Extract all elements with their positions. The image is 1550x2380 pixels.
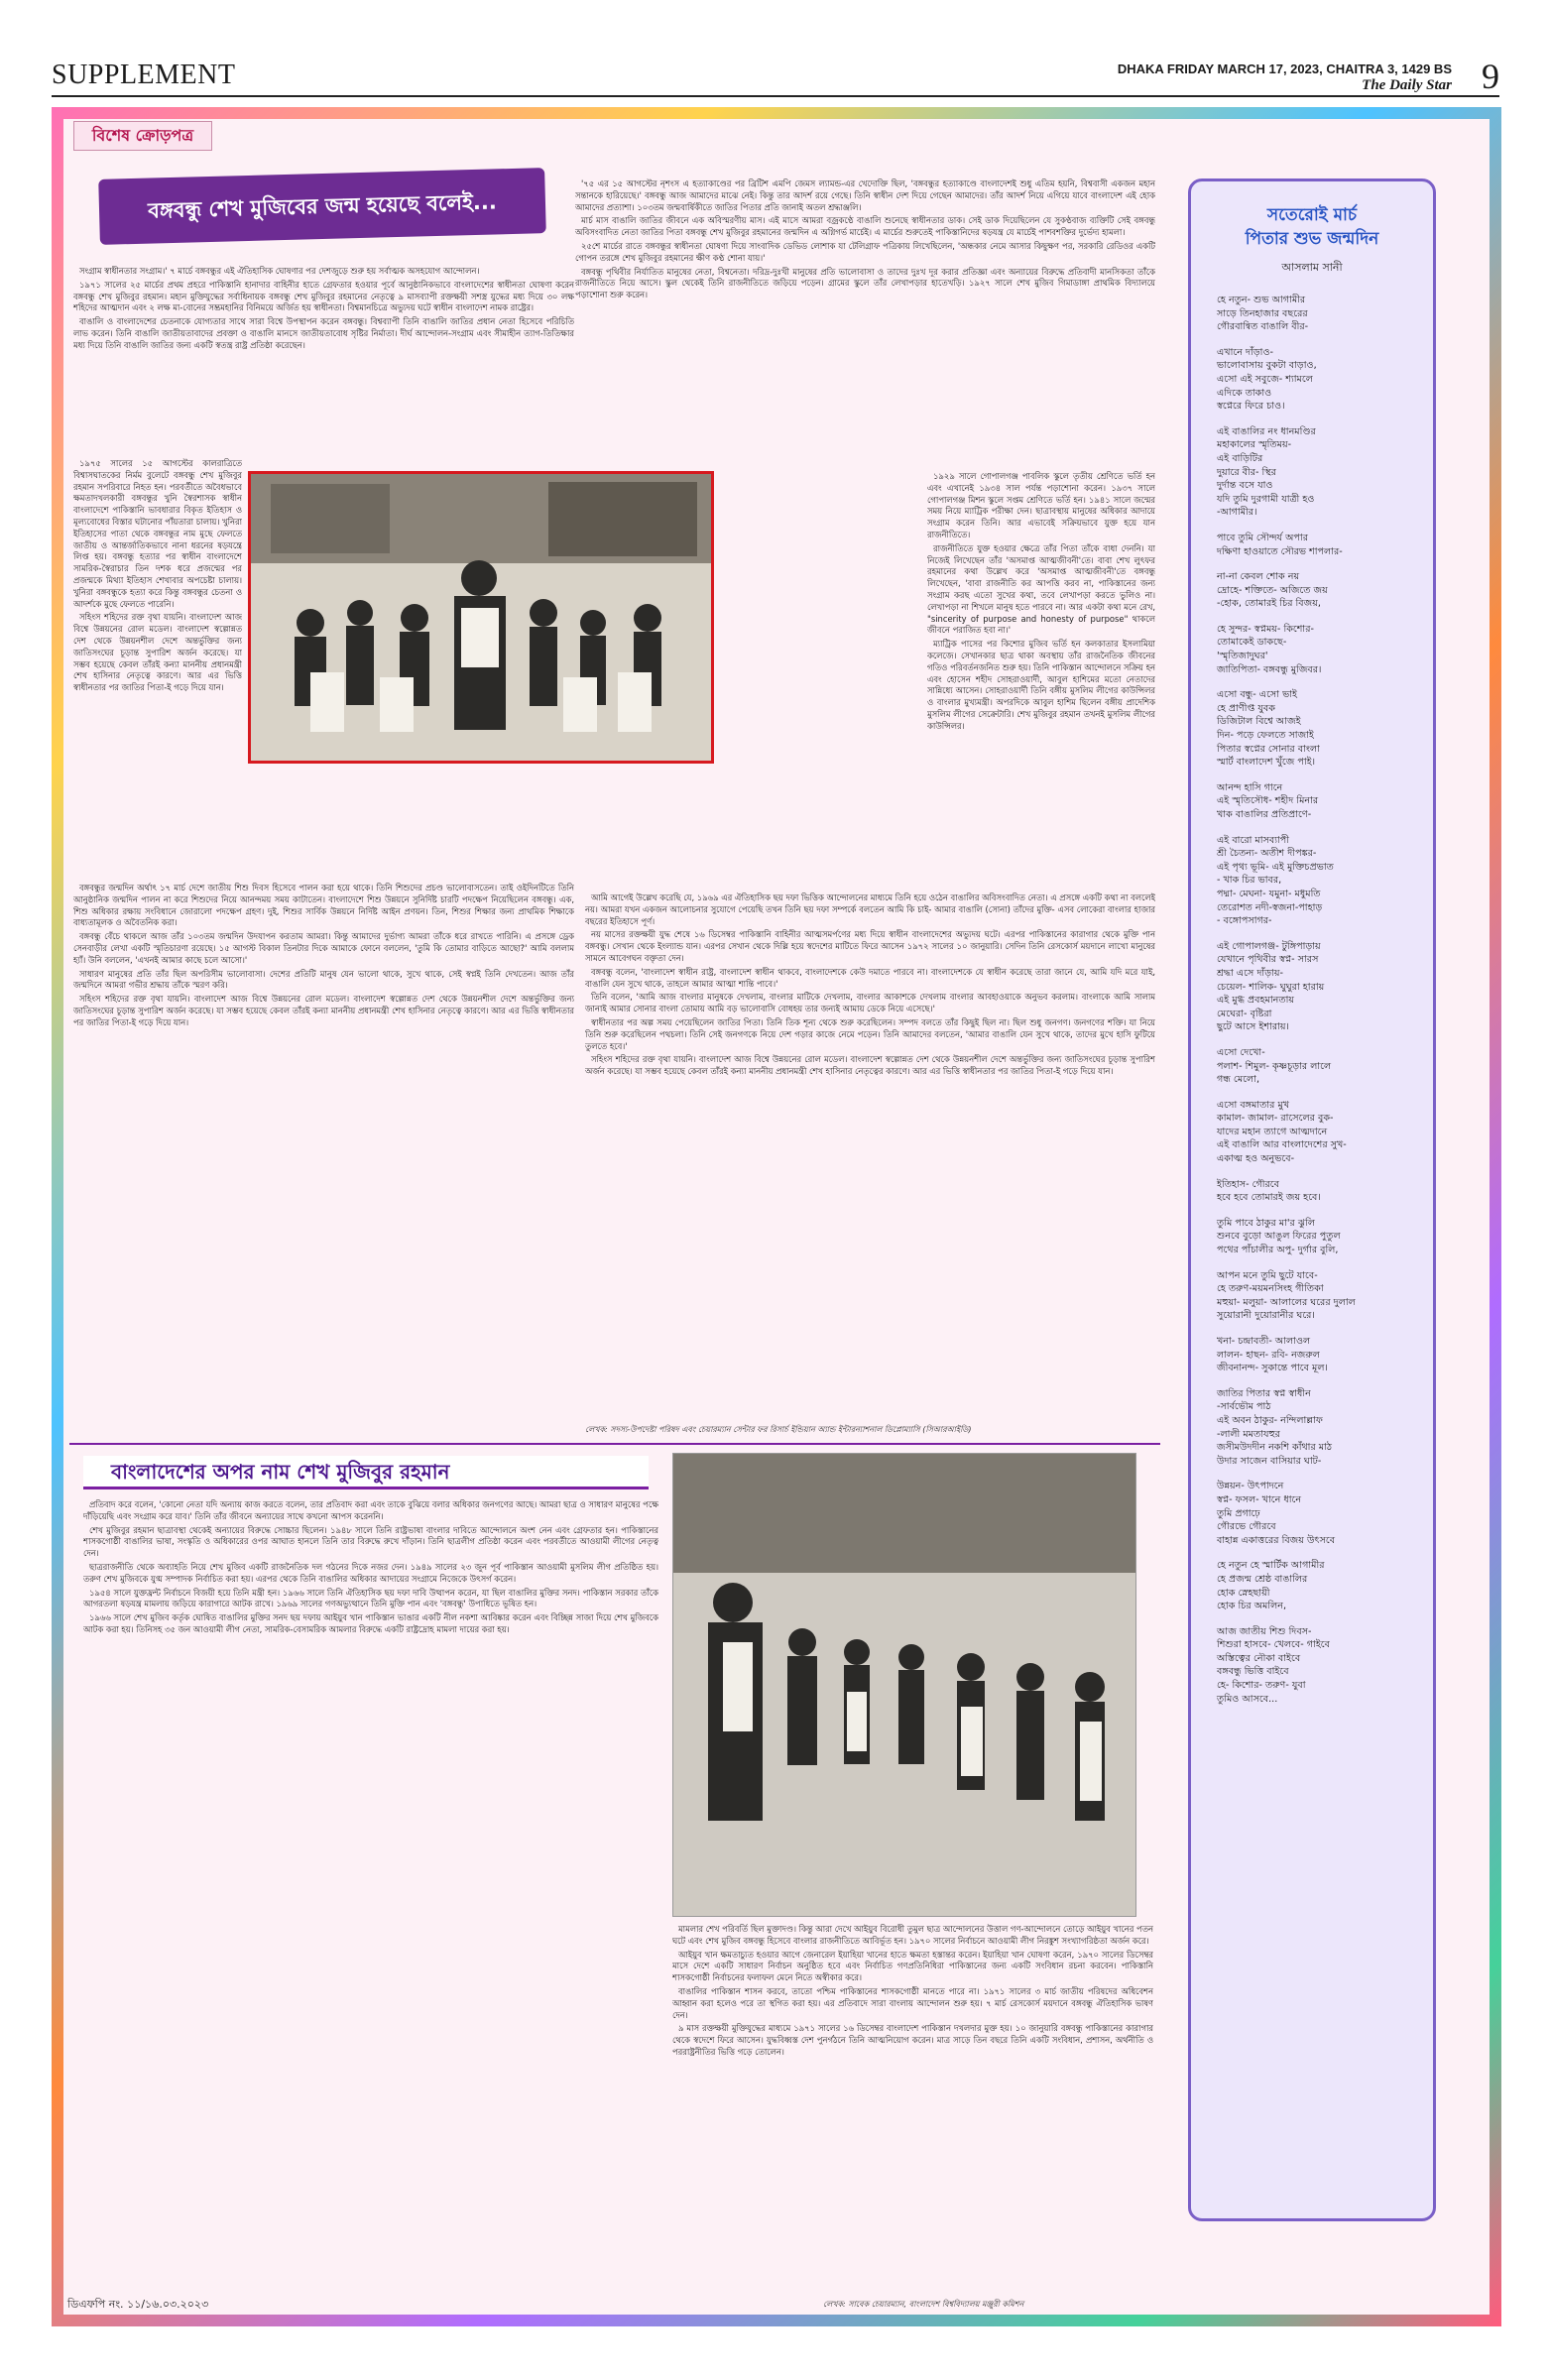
article1-paragraph: বাঙালি ও বাংলাদেশের চেতনাকে যোগ্যতার সাথে সারা বিশ্বে উপস্থাপন করেন বঙ্গবন্ধু। বিশ্বব্যাপী তিনি বাঙালি জাতির প্রধান নেতা হিসেবে পরিচিতি লাভ করেন। তিনি বাঙালি জাতীয়তাবাদের প্রবক্তা ও বাঙালি মানসে জাতীয়তাবোধ সৃষ্টির নির্মাতা। দীর্ঘ আন্দোলন-সংগ্রাম এবং সীমাহীন ত্যাগ-তিতিক্ষার মধ্য দিয়ে তিনি বাঙালি জাতির জন্য একটি স্বতন্ত্র রাষ্ট্র প্রতিষ্ঠা করেছেন।	[73, 316, 574, 350]
article1-paragraph: সাধারণ মানুষের প্রতি তাঁর ছিল অপরিসীম ভালোবাসা। দেশের প্রতিটি মানুষ যেন ভালো থাকে, সুখে থাকে, সেই স্বপ্নই তিনি দেখতেন। আজ তাঁর জন্মদিনে আমরা গভীর শ্রদ্ধায় তাঁকে স্মরণ করি।	[73, 968, 574, 991]
poem-stanza: খনা- চন্দ্রাবতী- আলাওল লালন- হাছন- রবি- নজরুল জীবনানন্দ- সুকান্তে পাবে মূল।	[1217, 1336, 1328, 1374]
photo2-illustration	[673, 1454, 1135, 1916]
article2-credit: লেখক: সাবেক চেয়ারম্যান, বাংলাদেশ বিশ্ববিদ্যালয় মঞ্জুরী কমিশন	[823, 2300, 1024, 2309]
poem-stanzas	[1191, 294, 1433, 1706]
dfp-number: ডিএফপি নং. ১১/১৬.০৩.২০২৩	[67, 2298, 209, 2311]
poem-stanza: এই গোপালগঞ্জ- টুঙ্গিপাড়ায় যেখানে পৃথিবীর স্বপ্ন- সারস শ্রদ্ধা এসে দাঁড়ায়- চেয়েল- শালিক- ঘুঘুরা হারায় এই মুগ্ধ প্রবহমানতায় মেঘেরা- বৃষ্টিরা ছুটে আসে ইশারায়।	[1217, 940, 1325, 1033]
article1-paragraph: ১৯২৯ সালে গোপালগঞ্জ পাবলিক স্কুলে তৃতীয় শ্রেণিতে ভর্তি হন এবং এখানেই ১৯৩৪ সাল পর্যন্ত পড়াশোনা করেন। ১৯৩৭ সালে গোপালগঞ্জ মিশন স্কুলে সপ্তম শ্রেণিতে ভর্তি হন। ১৯৪১ সালে জন্মের সময় নিয়ে ম্যাট্রিক পরীক্ষা দেন। ছাত্রাবস্থায় মানুষের অধিকার আদায়ে সংগ্রাম করেন তিনি। আর এভাবেই সক্রিয়ভাবে যুক্ত হয়ে যান রাজনীতিতে।	[927, 471, 1155, 539]
page-header	[52, 58, 1499, 97]
article1-paragraph: তিনি বলেন, 'আমি আজ বাংলার মানুষকে দেখলাম, বাংলার মাটিকে দেখলাম, বাংলার আকাশকে দেখলাম বাংলার আবহাওয়াকে অনুভব করলাম। বাংলাকে আমি সালাম জানাই আমার সোনার বাংলা তোমায় আমি বড় ভালোবাসি বোধহয় তার জন্যই আমায় ডেকে নিয়ে এসেছে।'	[585, 992, 1155, 1014]
article1-paragraph: ১৯৭১ সালের ২৫ মার্চের প্রথম প্রহরে পাকিস্তানি হানাদার বাহিনীর হাতে গ্রেফতার হওয়ার পূর্বে আনুষ্ঠানিকভাবে বাংলাদেশের স্বাধীনতা ঘোষণা করেন বঙ্গবন্ধু শেখ মুজিবুর রহমান। মহান মুক্তিযুদ্ধের সর্বাধিনায়ক বঙ্গবন্ধু শেখ মুজিবুর রহমানের নেতৃত্বে ৯ মাসব্যাপী রক্তক্ষয়ী সশস্ত্র যুদ্ধের মধ্য দিয়ে ৩০ লক্ষ শহিদের আত্মদান এবং ২ লক্ষ মা-বোনের সম্ভ্রমহানির বিনিময়ে অর্জিত হয় স্বাধীনতা। বিশ্বমানচিত্রে অভ্যুদয় ঘটে স্বাধীন বাংলাদেশ নামক রাষ্ট্রের।	[73, 279, 574, 313]
article1-paragraph: বঙ্গবন্ধু পৃথিবীর নির্যাতিত মানুষের নেতা, বিশ্বনেতা। দরিদ্র-দুঃখী মানুষের প্রতি ভালোবাসা ও তাদের দুঃখ দূর করার প্রতিজ্ঞা এবং অন্যায়ের বিরুদ্ধে প্রতিবাদী মানসিকতা তাঁকে রাজনীতিতে নিয়ে আসে। স্কুল থেকেই তিনি রাজনীতিতে জড়িয়ে পড়েন। গ্রামের স্কুলে তাঁর লেখাপড়ার হাতেখড়ি। ১৯২৭ সালে শেখ মুজিব গিমাডাঙ্গা প্রাথমিক বিদ্যালয়ে পড়াশোনা শুরু করেন।	[575, 266, 1155, 300]
article1-paragraph: স্বাধীনতার পর অল্প সময় পেয়েছিলেন জাতির পিতা। তিনি তিক শূন্য থেকে শুরু করেছিলেন। সম্পদ বলতে তাঁর কিছুই ছিল না। ছিল শুধু জনগণ। জনগণের শক্তি। যা নিয়ে তিনি শুরু করেছিলেন পথচলা। তিনি সেই জনগণকে নিয়ে দেশ গড়ার কাজে নেমে পড়েন। তিনি আমাদের বলতেন, 'আমার বাঙালি যেন সুখে থাকে, তাদের মুখে হাসি ফুটিয়ে তুলতে হবে।'	[585, 1016, 1155, 1051]
poem-stanza: তুমি পাবে ঠাকুর মা'র ঝুলি শুনবে বুড়ো আঙুল ফিরের পুতুল পথের পাঁচালীর অপু- দুর্গার বুলি,	[1217, 1217, 1341, 1256]
article2-headline: বাংলাদেশের অপর নাম শেখ মুজিবুর রহমান	[111, 1460, 450, 1484]
article1-paragraph: নয় মাসের রক্তক্ষয়ী যুদ্ধ শেষে ১৬ ডিসেম্বর পাকিস্তানি বাহিনীর আত্মসমর্পণের মধ্য দিয়ে স্বাধীন বাংলাদেশের অভ্যুদয় ঘটে। এরপর পাকিস্তানের কারাগার থেকে মুক্তি পান বঙ্গবন্ধু। সেখান থেকে ইংল্যান্ড যান। এরপর সেখান থেকে দিল্লি হয়ে স্বদেশের মাটিতে ফিরে আসেন ১৯৭২ সালের ১০ জানুয়ারি। সেদিন তিনি রেসকোর্স ময়দানে লাখো মানুষের সামনে আবেগঘন বক্তৃতা দেন।	[585, 929, 1155, 963]
poem-title-line-1: সতেরোই মার্চ	[1266, 205, 1358, 225]
poem-author: আসলাম সানী	[1281, 261, 1343, 274]
article2-paragraph: ছাত্ররাজনীতি থেকে অব্যাহতি নিয়ে শেখ মুজিব একটি রাজনৈতিক দল গঠনের দিকে নজর দেন। ১৯৪৯ সালের ২৩ জুন পূর্ব পাকিস্তান আওয়ামী মুসলিম লীগ প্রতিষ্ঠিত হয়। তরুণ শেখ মুজিবকে যুগ্ম সম্পাদক নির্বাচিত করা হয়। এরপর থেকে তিনি বাঙালির অধিকার আদায়ের সংগ্রামে নিজেকে উৎসর্গ করেন।	[83, 1561, 658, 1584]
section-name: SUPPLEMENT	[52, 60, 236, 90]
article1-paragraph: ১৯৭৫ সালের ১৫ আগস্টের কালরাত্রিতে বিশ্বাসঘাতকের নির্মম বুলেটে বঙ্গবন্ধু শেখ মুজিবুর রহমান সপরিবারে নিহত হন। পরবর্তীতে অবৈধভাবে ক্ষমতাদখলকারী বঙ্গবন্ধুর খুনি স্বৈরশাসক স্বাধীন বাংলাদেশে পাকিস্তানি ভাবধারার বিকৃত ইতিহাস ও মূল্যবোধের বিস্তার ঘটানোর পাঁয়তারা চালায়। খুনিরা ইতিহাসের পাতা থেকে বঙ্গবন্ধুর নাম মুছে ফেলতে জাতীয় ও আন্তর্জাতিকভাবে নানা ধরনের ষড়যন্ত্রে লিপ্ত হয়। বঙ্গবন্ধু হত্যার পর স্বাধীন বাংলাদেশে সামরিক-স্বৈরাচার তিন দশক ধরে প্রজন্মের পর প্রজন্মকে মিথ্যা ইতিহাস শেখাবার অপচেষ্টা চালায়। খুনিরা বঙ্গবন্ধুকে হত্যা করে কিন্তু বঙ্গবন্ধুর চেতনা ও আদর্শকে মুছে ফেলতে পারেনি।	[73, 458, 242, 609]
article1-paragraph: সহিংস শহিদের রক্ত বৃথা যায়নি। বাংলাদেশ আজ বিশ্বে উন্নয়নের রোল মডেল। বাংলাদেশ স্বল্পোন্নত দেশ থেকে উন্নয়নশীল দেশে অন্তর্ভুক্তির জন্য জাতিসংঘের চূড়ান্ত সুপারিশ অর্জন করেছে। যা সম্ভব হয়েছে কেবল তাঁরই কন্যা মাননীয় প্রধানমন্ত্রী শেখ হাসিনার নেতৃত্বের কারণে। আর এর ভিত্তি স্বাধীনতার পর জাতির পিতা-ই গড়ে দিয়ে যান।	[585, 1054, 1155, 1077]
poem-stanza: এসো বঙ্গমাতার মুখ কামাল- জামাল- রাসেলের বুক- যাদের মহান ত্যাগে আত্মদানে এই বাঙালি আর বাংলাদেশের সুখ- একাত্ম হও অনুভবে-	[1217, 1099, 1347, 1165]
article1-headline: বঙ্গবন্ধু শেখ মুজিবের জন্ম হয়েছে বলেই...	[147, 189, 498, 223]
poem-stanza: এসো বন্ধু- এসো ভাই হে প্রাণীপ্ত যুবক ডিজিটাল বিশ্বে আজই দিন- পড়ে ফেলতে সাজাই পিতার স্বপ্নের সোনার বাংলা স্মার্ট বাংলাদেশ খুঁজে পাই।	[1217, 689, 1320, 769]
article1-paragraph: বঙ্গবন্ধু বলেন, 'বাংলাদেশ স্বাধীন রাষ্ট্র, বাংলাদেশ স্বাধীন থাকবে, বাংলাদেশকে কেউ দমাতে পারবে না। বাংলাদেশকে যে স্বাধীন করেছে তারা জানে যে, আমি যদি মরে যাই, বাঙালি যেন সুখে থাকে, তাহলে আমার আত্মা শান্তি পাবে।'	[585, 966, 1155, 989]
article1-paragraph: মার্চ মাস বাঙালি জাতির জীবনে এক অবিস্মরণীয় মাস। এই মাসে আমরা বজ্রকণ্ঠে বাঙালি শুনেছে স্বাধীনতার ডাক। সেই ডাক দিয়েছিলেন যে সুকণ্ঠবাজ ব্যক্তিটি সেই বঙ্গবন্ধু অবিসংবাদিত নেতা জাতির পিতা বঙ্গবন্ধু শেখ মুজিবুর রহমানের জন্মদিন এ অগ্নিগর্ভ মার্চেই। এ মার্চের শুরুতেই পাকিস্তানিদের ষড়যন্ত্র যে মার্চেই পাশবশক্তির দুর্ভেদ্য হামলা।	[575, 215, 1155, 238]
article1-paragraph: সহিংস শহিদের রক্ত বৃথা যায়নি। বাংলাদেশ আজ বিশ্বে উন্নয়নের রোল মডেল। বাংলাদেশ স্বল্পোন্নত দেশ থেকে উন্নয়নশীল দেশে অন্তর্ভুক্তির জন্য জাতিসংঘের চূড়ান্ত সুপারিশ অর্জন করেছে। যা সম্ভব হয়েছে কেবল তাঁরই কন্যা মাননীয় প্রধানমন্ত্রী শেখ হাসিনার নেতৃত্বে কারণে। আর এর ভিত্তি স্বাধীনতার পর জাতির পিতা-ই গড়ে দিয়ে যান।	[73, 612, 242, 693]
poem-stanza: আপন মনে তুমি ছুটে যাবে- হে তরুণ-ময়মনসিংহ গীতিকা মহুয়া- মলুয়া- আলালের ঘরের দুলাল সুয়োরানী দুয়োরানীর ঘরে।	[1217, 1269, 1356, 1322]
article1-paragraph: '৭৫ এর ১৫ আগস্টের নৃশংস এ হত্যাকাণ্ডের পর ব্রিটিশ এমপি জেমস ল্যামন্ড-এর খেদোক্তি ছিল, 'বঙ্গবন্ধুর হত্যাকাণ্ডে বাংলাদেশই শুধু এতিম হয়নি, বিশ্ববাসী একজন মহান সন্তানকে হারিয়েছে।' বঙ্গবন্ধু আজ আমাদের মাঝে নেই। কিন্তু তার আদর্শ রয়ে গেছে। তিনি স্বাধীন দেশ দিয়ে গেছেন আমাদের। তাঁর আদর্শ নিয়ে এগিয়ে যাবে বাংলাদেশ এই হোক আমাদের প্রত্যাশা। ১০৩তম জন্মবার্ষিকীতে জাতির পিতার প্রতি জানাই অতল শ্রদ্ধাঞ্জলি।	[575, 178, 1155, 212]
article1-column-1-bottom	[73, 883, 574, 1433]
article2-paragraph: ১৯৫৪ সালে যুক্তফ্রন্ট নির্বাচনে বিজয়ী হয়ে তিনি মন্ত্রী হন। ১৯৬৬ সালে তিনি ঐতিহাসিক ছয় দফা দাবি উত্থাপন করেন, যা ছিল বাঙালির মুক্তির সনদ। পাকিস্তান সরকার তাঁকে আগরতলা ষড়যন্ত্র মামলায় জড়িয়ে কারাগারে আটক রাখে। ১৯৬৯ সালের গণঅভ্যুত্থানে তিনি মুক্তি পান এবং 'বঙ্গবন্ধু' উপাধিতে ভূষিত হন।	[83, 1587, 658, 1609]
article1-paragraph: ২৫শে মার্চের রাতে বঙ্গবন্ধুর স্বাধীনতা ঘোষণা দিয়ে সাংবাদিক ডেভিড লোশাক যা টেলিগ্রাফ পত্রিকায় লিখেছিলেন, 'অন্ধকার নেমে আসার কিছুক্ষণ পর, সরকারি রেডিওর একটি গোপন তরঙ্গে শেখ মুজিবুর রহমানের ক্ষীণ কণ্ঠ শোনা যায়।'	[575, 240, 1155, 263]
article2-paragraph: ১৯৬৬ সালে শেখ মুজিব কর্তৃক ঘোষিত বাঙালির মুক্তির সনদ ছয় দফায় আইয়ুব খান পাকিস্তান ভাঙার একটি নীল নকশা আবিষ্কার করেন এবং বিচ্ছিন্ন সাজা দিয়ে শেখ মুজিবকে আটক করা হয়। তিনিসহ ৩৫ জন আওয়ামী লীগ নেতা, সামরিক-বেসামরিক আমলার বিরুদ্ধে একটি রাষ্ট্রদ্রোহ মামলা দায়ের করা হয়।	[83, 1612, 658, 1634]
bangabandhu-with-children-photo	[248, 471, 714, 764]
article2-paragraph: ৯ মাস রক্তক্ষয়ী মুক্তিযুদ্ধের মাধ্যমে ১৯৭১ সালের ১৬ ডিসেম্বর বাংলাদেশ পাকিস্তান দখলদার মুক্ত হয়। ১০ জানুয়ারি বঙ্গবন্ধু পাকিস্তানের কারাগার থেকে স্বদেশে ফিরে আসেন। যুদ্ধবিধ্বস্ত দেশ পুনর্গঠনে তিনি আত্মনিয়োগ করেন। মাত্র সাড়ে তিন বছরে তিনি একটি সংবিধান, প্রশাসন, অর্থনীতি ও পররাষ্ট্রনীতির ভিত্তি গড়ে তোলেন।	[672, 2023, 1153, 2057]
article1-column-2-narrow	[927, 471, 1155, 888]
article1-paragraph: বঙ্গবন্ধুর জন্মদিন অর্থাৎ ১৭ মার্চ দেশে জাতীয় শিশু দিবস হিসেবে পালন করা হয়ে থাকে। তিনি শিশুদের প্রচণ্ড ভালোবাসতেন। তাই ওইদিনটিতে তিনি আনুষ্ঠানিক জন্মদিন পালন না করে শিশুদের নিয়ে আনন্দময় সময় কাটাতেন। বাংলাদেশে শিশু উন্নয়নে সুনির্দিষ্ট চারটি পদক্ষেপ নিয়েছিলেন বঙ্গবন্ধু। এক, শিশু অধিকার রক্ষায় সংবিধানে জোরালো পদক্ষেপ গ্রহণ। দুই, শিশুর সার্বিক উন্নয়নে নির্দিষ্ট আইন প্রণয়ন। তিন, শিশুর শিক্ষার জন্য প্রাথমিক শিক্ষাকে বাধ্যতামূলক ও অবৈতনিক করা।	[73, 883, 574, 928]
article1-credit: লেখক: সদস্য-উপদেষ্টা পরিষদ এবং চেয়ারম্যান সেন্টার ফর রিসার্চ ইন্ডিয়ান অ্যান্ড ইন্টারন্যাশনাল ডিপ্লোম্যাসি (সিআরআইডি)	[585, 1425, 972, 1434]
poem-stanza: না-না কেবল শোক নয় দ্রোহে- শক্তিতে- অজিতে জয় -হোক, তোমারই চির বিজয়,	[1217, 571, 1328, 610]
poem-stanza: এসো দেখো- পলাশ- শিমুল- কৃষ্ণচূড়ার লালে গন্ধ মেলো,	[1217, 1046, 1332, 1086]
article1-paragraph: বঙ্গবন্ধু বেঁচে থাকলে আজ তাঁর ১০৩তম জন্মদিন উদযাপন করতাম আমরা। কিন্তু আমাদের দুর্ভাগ্য আমরা তাঁকে ধরে রাখতে পারিনি। এ প্রসঙ্গে ড্রেক সেনবাড়ীর লেখা একটি স্মৃতিচারণা রয়েছে। ১৫ আগস্ট বিকাল তিনটার দিকে আমাকে ফোনে বললেন, 'তুমি কি তোমার বাড়িতে আছো?' আমি বললাম হ্যাঁ। উনি বললেন, 'এখনই আমার কাছে চলে আসো।'	[73, 931, 574, 965]
article1-column-2-bottom	[585, 892, 1155, 1418]
article2-column-2	[672, 1924, 1153, 2291]
article1-paragraph: সহিংস শহিদের রক্ত বৃথা যায়নি। বাংলাদেশ আজ বিশ্বে উন্নয়নের রোল মডেল। বাংলাদেশ স্বল্পোন্নত দেশ থেকে উন্নয়নশীল দেশে অন্তর্ভুক্তির জন্য জাতিসংঘের চূড়ান্ত সুপারিশ অর্জন করেছে। যা সম্ভব হয়েছে কেবল তাঁরই কন্যা মাননীয় প্রধানমন্ত্রী শেখ হাসিনার নেতৃত্বে কারণে। আর এর ভিত্তি স্বাধীনতার পর জাতির পিতা-ই গড়ে দিয়ে যান।	[73, 994, 574, 1027]
poem-stanza: এই বারো মাসব্যাপী শ্রী চৈতন্য- অতীশ দীপঙ্কর- এই পৃথ্য ভূমি- এই মুক্তিচপ্রভাত - খাক চির ভাবর, পদ্মা- মেঘনা- যমুনা- মধুমতি তেরোশত নদী-স্বজনা-পাহাড় - বঙ্গোপসাগর-	[1217, 834, 1334, 927]
dateline: DHAKA FRIDAY MARCH 17, 2023, CHAITRA 3, 1429 BS	[1117, 61, 1452, 76]
article1-paragraph: রাজনীতিতে যুক্ত হওয়ার ক্ষেত্রে তাঁর পিতা তাঁকে বাধা দেননি। যা নিজেই লিখেছেন তাঁর 'অসমাপ্ত আত্মজীবনী'তে। বাবা শেখ লুৎফর রহমানের কথা উল্লেখ করে 'অসমাপ্ত আত্মজীবনী'তে বঙ্গবন্ধু লিখেছেন, 'বাবা রাজনীতি কর আপত্তি করব না, পাকিস্তানের জন্য সংগ্রাম করছ এতো সুখের কথা, তবে লেখাপড়া করতে ভুলিও না। লেখাপড়া না শিখলে মানুষ হতে পারবে না। আর একটা কথা মনে রেখ, "sincerity of purpose and honesty of purpose" থাকলে জীবনে পরাজিত হবা না।'	[927, 542, 1155, 636]
poem-stanza: আনন্দ হাসি গানে এই স্মৃতিসৌধ- শহীদ মিনার খাক বাঙালির প্রতিপ্রাণে-	[1217, 781, 1319, 820]
poem-stanza: হে নতুন হে স্মার্টিক আগামীর হে প্রজন্ম শ্রেষ্ঠ বাঙালির হোক স্নেহছায়ী হোক চির অমলিন,	[1217, 1560, 1325, 1612]
article1-column-2-top	[575, 178, 1155, 466]
poem-stanza: এই বাঙালির নং ধানমণ্ডির মহাকালের স্মৃতিময়- এই বাড়িটির দুয়ারে বীর- স্থির দুর্দান্ত বসে যাও যদি তুমি দুরগামী যাত্রী হও -আগামীর।	[1217, 425, 1316, 519]
article1-column-1-narrow	[73, 458, 242, 875]
article1-paragraph: ম্যাট্রিক পাসের পর কিশোর মুজিব ভর্তি হন কলকাতার ইসলামিয়া কলেজে। সেখানকার ছাত্র থাকা অবস্থায় তাঁর রাজনৈতিক জীবনের গতিও পরিবর্তনজনিত শুরু হয়। তিনি পাকিস্তান আন্দোলনে সক্রিয় হন এবং হোসেন শহীদ সোহরাওয়ার্দী, আবুল হাশিমের মতো নেতাদের সান্নিধ্যে আসেন। সোহরাওয়ার্দী তিনি বঙ্গীয় মুসলিম লীগের কাউন্সিলর ও বাংলার মুখ্যমন্ত্রী। অপরদিকে আবুল হাশিম ছিলেন বঙ্গীয় প্রাদেশিক মুসলিম লীগের সেক্রেটারি। শেখ মুজিবুর রহমান তখনই মুসলিম লীগের কাউন্সিলর।	[927, 639, 1155, 731]
poem-box	[1188, 178, 1436, 2221]
poem-stanza: এখানে দাঁড়াও- ভালোবাসায় বুকটা বাড়াও, এসো এই সবুজে- শ্যামলে এদিকে তাকাও স্বপ্নেরে ফিরে চাও।	[1217, 346, 1317, 413]
supplement-label-text: বিশেষ ক্রোড়পত্র	[91, 126, 194, 145]
poem-stanza: উন্নয়ন- উৎপাদনে স্বপ্ন- ফসল- খানে ধানে তুমি প্রগাঢ়ে গৌরভে গৌরবে বাহান্ন একাত্তরের বিজয় উৎসবে	[1217, 1481, 1336, 1546]
article2-headline-banner	[83, 1456, 649, 1489]
poem-stanza: ইতিহাস- গৌরবে হবে হবে তোমারই জয় হবে।	[1217, 1178, 1321, 1204]
paper-name: The Daily Star	[1362, 77, 1452, 93]
article2-paragraph: শেখ মুজিবুর রহমান ছাত্রাবস্থা থেকেই অন্যায়ের বিরুদ্ধে সোচ্চার ছিলেন। ১৯৪৮ সালে তিনি রাষ্ট্রভাষা বাংলার দাবিতে আন্দোলনে অংশ নেন এবং গ্রেফতার হন। পাকিস্তানের শাসকগোষ্ঠী বাঙালির ভাষা, সংস্কৃতি ও অধিকারের ওপর আঘাত হানলে তিনি তার বিরুদ্ধে রুখে দাঁড়ান। তিনি ছাত্রলীগ প্রতিষ্ঠা করেন এবং পরবর্তীতে আওয়ামী লীগের নেতৃত্ব দেন।	[83, 1524, 658, 1559]
article2-paragraph: মামলার শেখ পরিবর্তি ছিল মুক্তাদণ্ড। কিন্তু আরা দেখে আইয়ুব বিরোধী তুমুল ছাত্র আন্দোলনের উত্তাল গণ-আন্দোলনে তোড়ে আইয়ুব খানের পতন ঘটে এবং শেখ মুজিব বঙ্গবন্ধু হিসেবে বাংলার রাজনীতিতে আবির্ভূত হন। ১৯৭০ সালের নির্বাচনে আওয়ামী লীগ নিরঙ্কুশ সংখ্যাগরিষ্ঠতা অর্জন করে।	[672, 1924, 1153, 1946]
poem-stanza: হে সুন্দর- স্বপ্নময়- কিশোর- তোমাকেই ডাকছে- 'স্মৃতিজাদুঘর' জাতিপিতা- বঙ্গবন্ধু মুজিবর।	[1217, 623, 1322, 675]
article1-headline-banner	[98, 168, 546, 245]
article2-paragraph: প্রতিবাদ করে বলেন, 'কোনো নেতা যদি অন্যায় কাজ করতে বলেন, তার প্রতিবাদ করা এবং তাকে বুঝিয়ে বলার অধিকার জনগণের আছে। আমরা ছাত্র ও সাধারণ মানুষের পক্ষে দাঁড়িয়েছি এবং সংগ্রাম করে যাব।' তিনি তাঁর জীবনে অন্যায়ের সাথে কখনো আপস করেননি।	[83, 1499, 658, 1521]
page-number: 9	[1482, 57, 1499, 96]
article1-paragraph: সংগ্রাম স্বাধীনতার সংগ্রাম।' ৭ মার্চে বঙ্গবন্ধুর এই ঐতিহাসিক ঘোষণার পর দেশজুড়ে শুরু হয় সর্বাত্মক অসহযোগ আন্দোলন।	[79, 266, 480, 276]
bangabandhu-crowd-photo	[672, 1453, 1136, 1917]
section-divider	[69, 1443, 1160, 1445]
article1-paragraph: আমি আগেই উল্লেখ করেছি যে, ১৯৬৯ এর ঐতিহাসিক ছয় দফা ভিত্তিক আন্দোলনের মাধ্যমে তিনি হয়ে ওঠেন বাঙালির অবিসংবাদিত নেতা। এ প্রসঙ্গে একটি কথা না বললেই নয়। আমরা যখন একজন আলোচনার সুযোগে পেয়েছি তখন তিনি ছয় দফা সম্পর্কে বলতেন আমি কি চাই- আমার বাঙালি (সোনা) তাঁদের মুক্তি- এসব লোকেরা বাংলার হাজার বছরের ইতিহাসে পূর্ণ।	[585, 892, 1155, 926]
article2-paragraph: আইয়ুব খান ক্ষমতাচ্যুত হওয়ার আগে জেনারেল ইয়াহিয়া খানের হাতে ক্ষমতা হস্তান্তর করেন। ইয়াহিয়া খান ঘোষণা করেন, ১৯৭০ সালের ডিসেম্বর মাসে দেশে একটি সাধারণ নির্বাচন অনুষ্ঠিত হবে এবং নির্বাচিত গণপ্রতিনিধিরা পাকিস্তানের জন্য একটি সংবিধান রচনা করবেন। পাকিস্তানি শাসকগোষ্ঠী নির্বাচনের ফলাফল মেনে নিতে অস্বীকার করে।	[672, 1949, 1153, 1983]
article2-paragraph: বাঙালির পাকিস্তান শাসন করবে, তাতো পশ্চিম পাকিস্তানের শাসকগোষ্ঠী মানতে পারে না। ১৯৭১ সালের ৩ মার্চ জাতীয় পরিষদের অধিবেশন আহ্বান করা হলেও পরে তা স্থগিত করা হয়। এর প্রতিবাদে সারা বাংলায় আন্দোলন শুরু হয়। ৭ মার্চ রেসকোর্স ময়দানে বঙ্গবন্ধু ঐতিহাসিক ভাষণ দেন।	[672, 1985, 1153, 2020]
article2-column-1	[83, 1499, 658, 2293]
poem-stanza: পাবে তুমি সৌন্দর্য অপার দক্ষিণা হাওয়াতে সৌরভ শাপলার-	[1217, 532, 1343, 557]
poem-stanza: জাতির পিতার স্বপ্ন স্বাধীন -সার্বভৌম পাঠ এই অবন ঠাকুর- নন্দিলাল্লাফ -লালী মমতাযহুর জসীমউদদীন নকশি কাঁথার মাঠ উদার সাজেন বাসিয়ার ঘাট-	[1217, 1387, 1333, 1467]
article1-column-1-top	[73, 266, 574, 454]
poem-stanza: হে নতুন- শুভ আগামীর সাড়ে তিনহাজার বছরের গৌরবান্বিত বাঙালি বীর-	[1217, 295, 1309, 333]
supplement-label	[73, 121, 212, 151]
photo1-illustration	[251, 474, 711, 761]
poem-title-line-2: পিতার শুভ জন্মদিন	[1245, 229, 1379, 249]
poem-stanza: আজ জাতীয় শিশু দিবস- শিশুরা হাসবে- খেলবে- গাইবে অস্তিত্বের নৌকা বাইবে বঙ্গবন্ধু ভিত্তি বাইবে হে- কিশোর- তরুণ- যুবা তুমিও আসবে...	[1217, 1625, 1330, 1705]
